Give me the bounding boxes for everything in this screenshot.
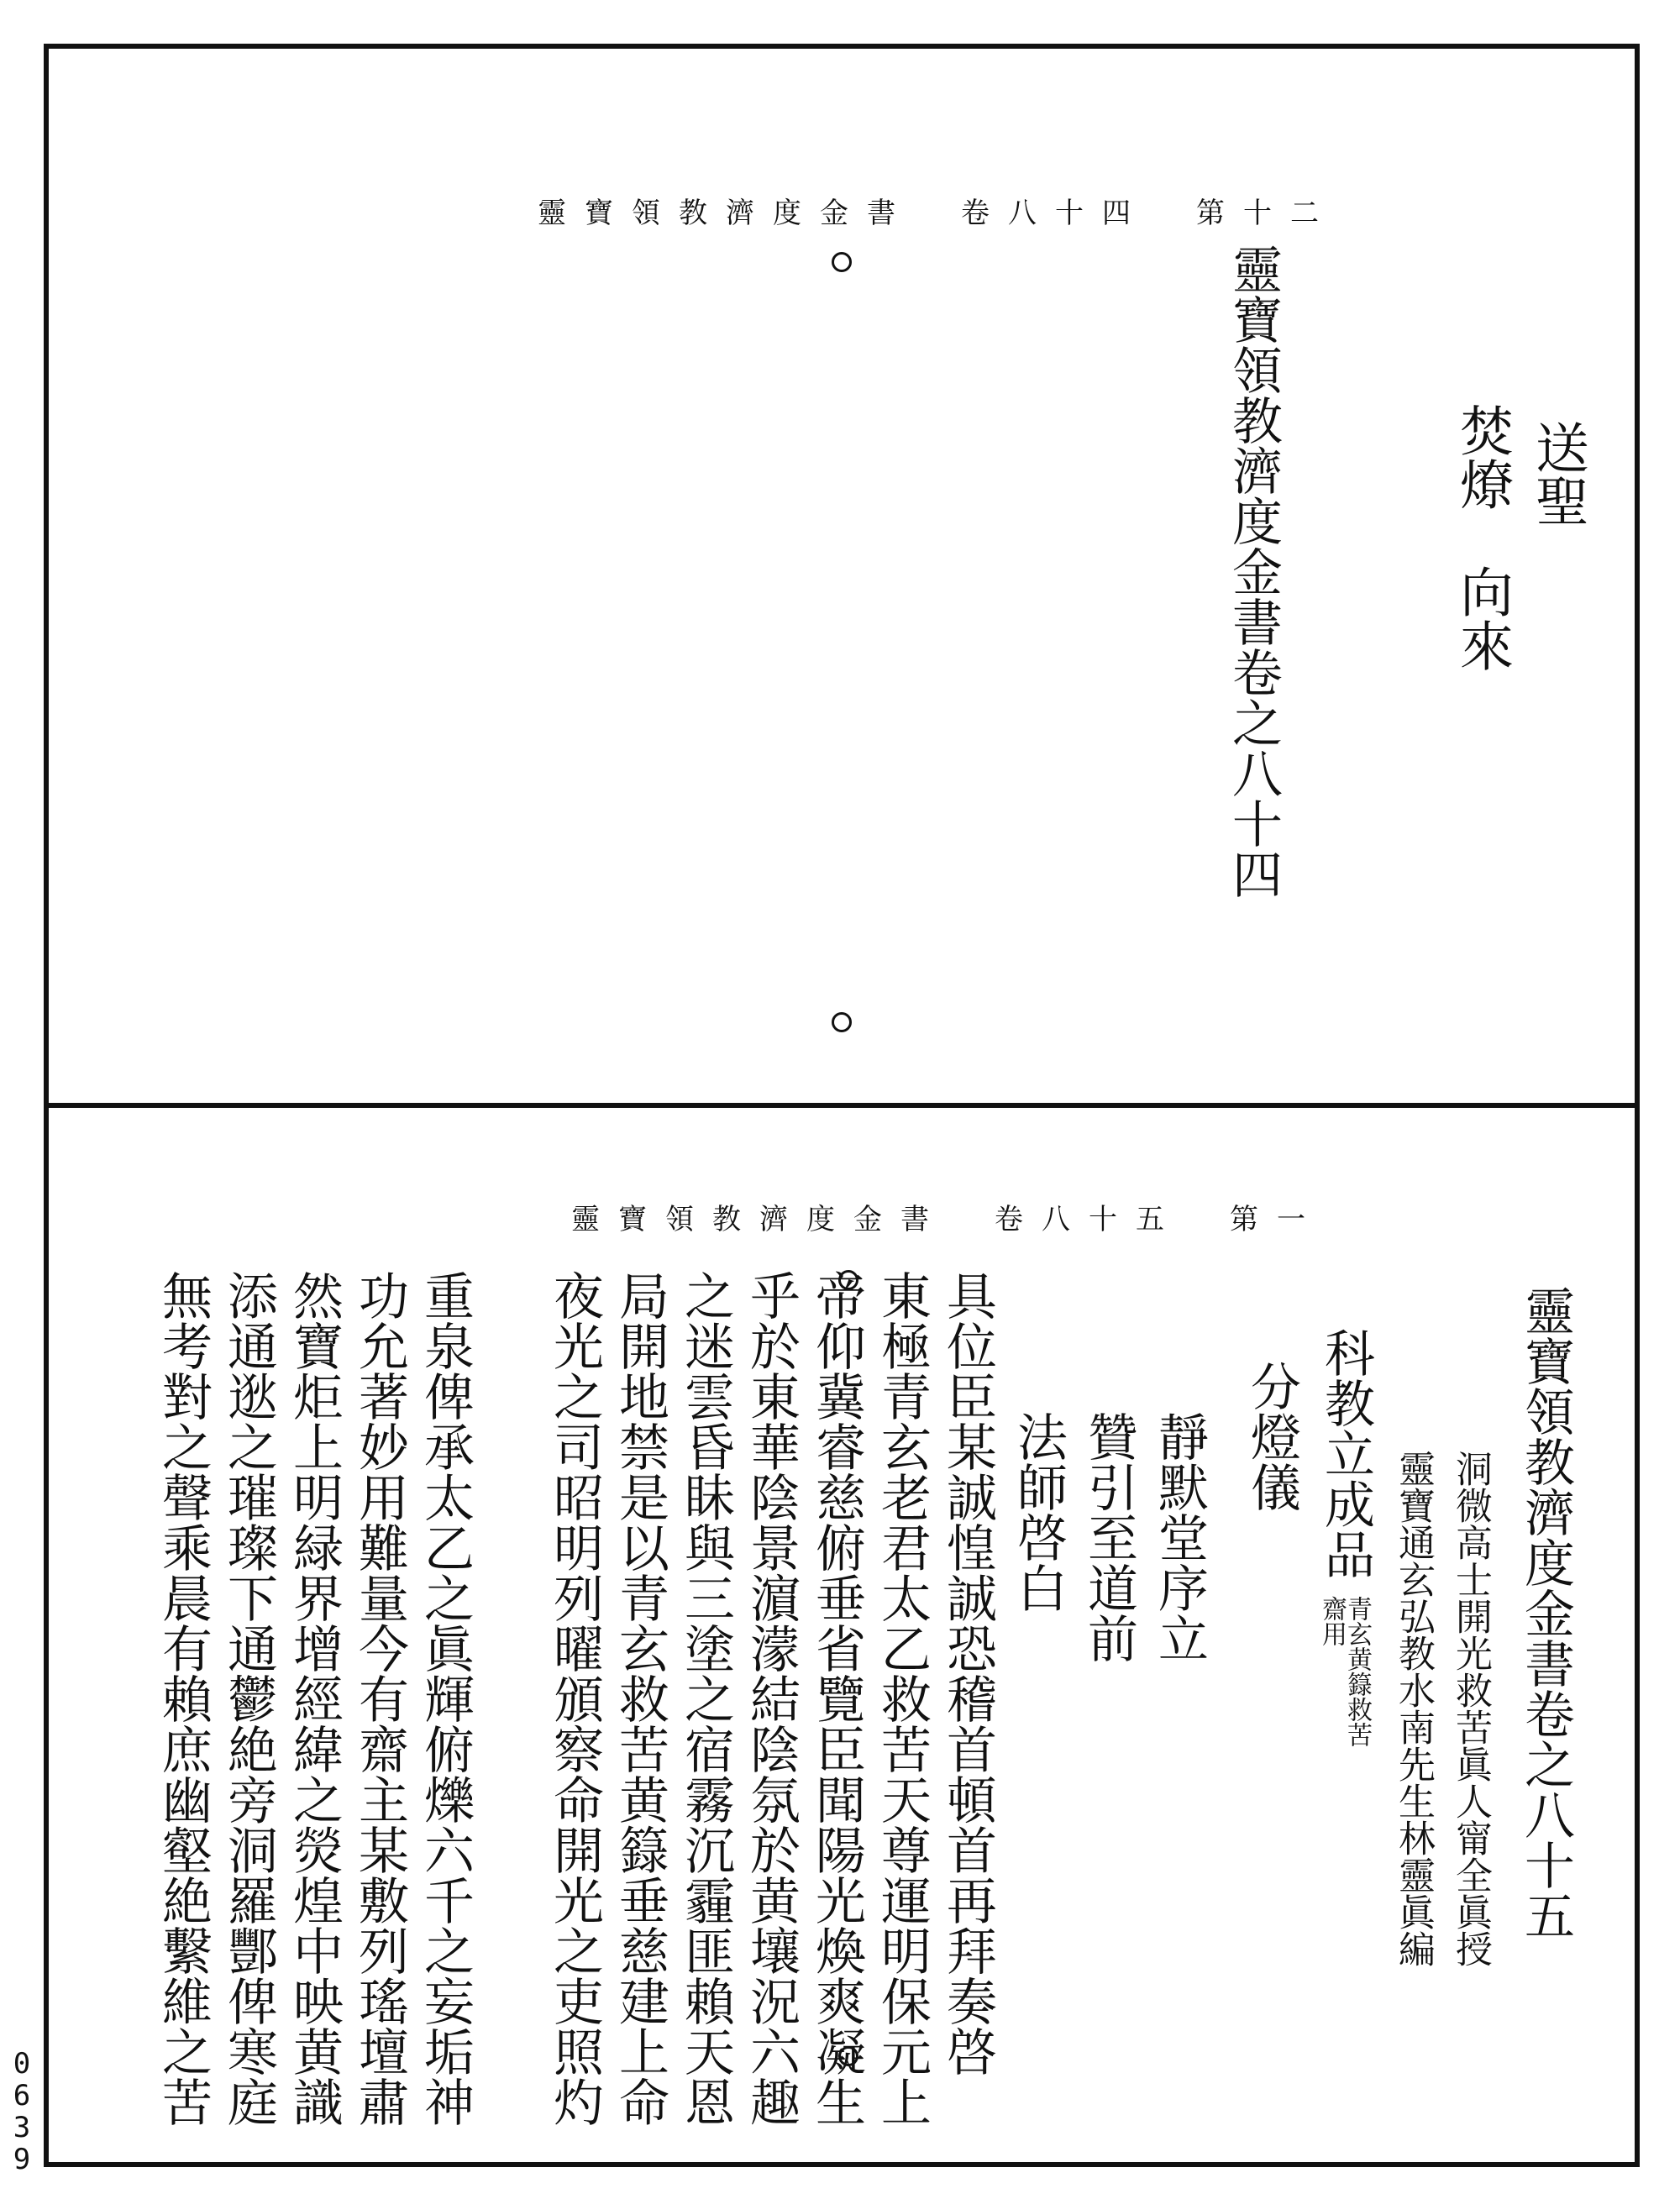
- panel-divider: [44, 1103, 1640, 1108]
- body-line-2: 東極青玄老君太乙救苦天尊運明保元上: [873, 1270, 932, 2127]
- body-line-5: 之迷雲昏眛與三塗之宿霧沉霾匪賴天恩: [676, 1270, 735, 2127]
- rubric-line-1: 靜默堂序立: [1150, 1411, 1209, 1663]
- page-number: 0639: [13, 2047, 31, 2176]
- body-line-11: 添通逖之璀璨下通鬱絶旁洞羅酆俾寒庭: [219, 1270, 278, 2127]
- body-line-12: 無考對之聲乘晨有賴庶幽壑絶繫維之苦: [154, 1270, 213, 2127]
- top-running-header: 靈寶領教濟度金書 卷八十四 第十二: [538, 197, 1337, 230]
- body-line-4: 乎於東華陰景濵濛結陰氛於黄壤況六趣: [742, 1270, 801, 2127]
- bottom-title-column: 靈寶領教濟度金書卷之八十五: [1516, 1285, 1575, 1940]
- top-margin-circle-upper: [832, 252, 852, 272]
- section-heading: 科教立成品: [1316, 1327, 1375, 1579]
- body-line-3: 帝仰冀睿慈俯垂省覽臣聞陽光煥爽凝生: [807, 1270, 866, 2127]
- ritual-heading: 分燈儀: [1242, 1361, 1301, 1512]
- top-text-column-2: 焚燎 向來: [1451, 403, 1513, 672]
- body-line-10: 然寶炬上明緑界增經緯之熒煌中映黄識: [285, 1270, 344, 2127]
- rubric-line-3: 法師啓白: [1009, 1411, 1068, 1613]
- rubric-line-2: 贊引至道前: [1079, 1411, 1138, 1663]
- body-line-6: 局開地禁是以青玄救苦黄籙垂慈建上命: [611, 1270, 669, 2127]
- top-title-column: 靈寶領教濟度金書卷之八十四: [1224, 244, 1283, 899]
- bottom-running-header: 靈寶領教濟度金書 卷八十五 第一: [571, 1203, 1324, 1236]
- body-line-8: 重泉俾承太乙之眞輝俯爍六千之妄垢神: [416, 1270, 475, 2127]
- top-text-column-1: 送聖: [1526, 420, 1588, 527]
- section-subnote: 青玄黄籙救苦齋用: [1317, 1596, 1372, 1747]
- body-line-1: 具位臣某誠惶誠恐稽首頓首再拜奏啓: [938, 1270, 997, 2076]
- bottom-author-line-2: 靈寶通玄弘教水南先生林靈眞編: [1392, 1450, 1435, 1967]
- body-line-9: 功允著妙用難量今有齋主某敷列瑤壇肅: [350, 1270, 409, 2127]
- top-margin-circle-lower: [832, 1012, 852, 1032]
- body-line-7: 夜光之司昭明列曜頒察命開光之吏照灼: [545, 1270, 604, 2127]
- bottom-author-line-1: 洞微高士開光救苦眞人甯全眞授: [1449, 1450, 1492, 1967]
